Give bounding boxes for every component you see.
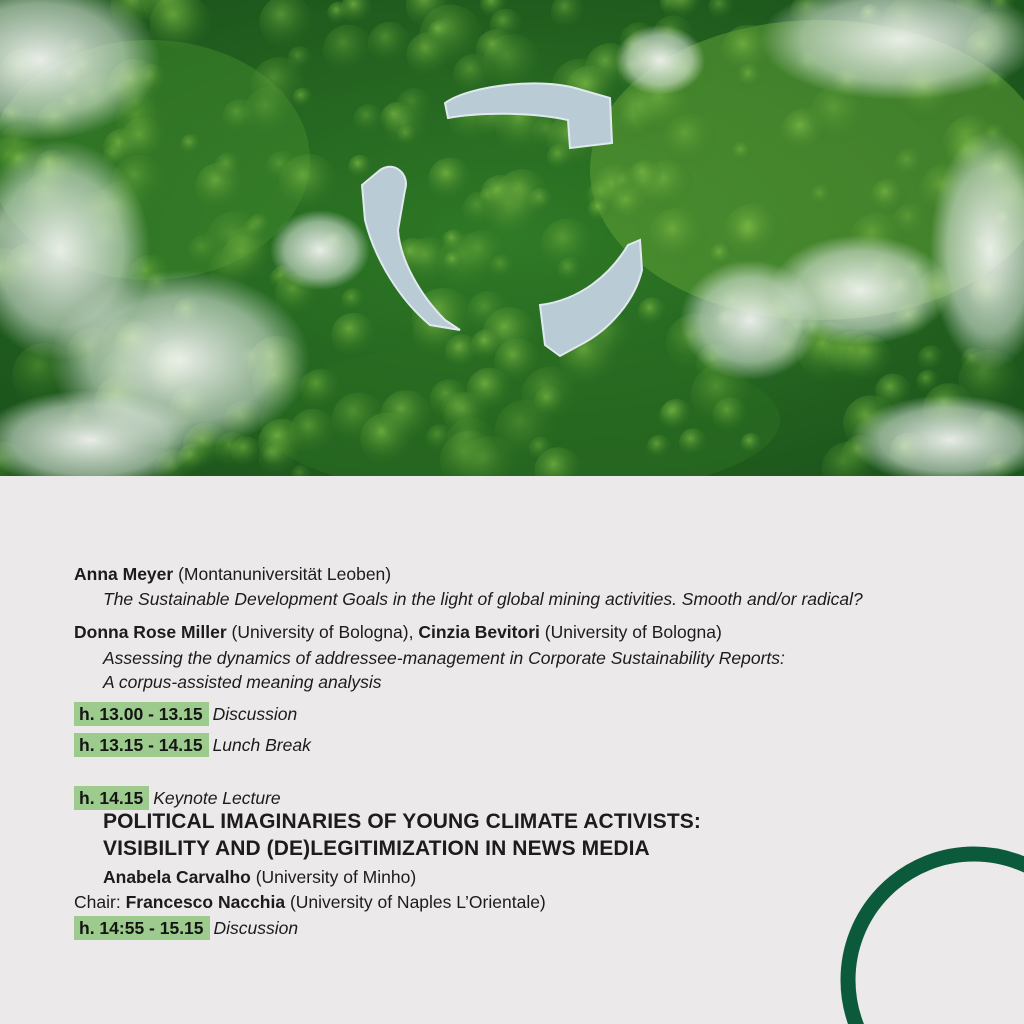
schedule-slot-discussion [74, 702, 297, 726]
time-badge: h. 14:55 - 15.15 [74, 916, 210, 940]
speaker-name: Anabela Carvalho [103, 867, 251, 887]
keynote-speaker-line [103, 866, 416, 888]
time-badge: h. 14.15 [74, 786, 149, 810]
talk2-speaker-line [74, 621, 722, 643]
speaker-affiliation: (University of Bologna) [544, 622, 722, 642]
keynote-title-line1: POLITICAL IMAGINARIES OF YOUNG CLIMATE ACTIVISTS: [103, 810, 701, 833]
keynote-slot [74, 786, 281, 810]
schedule-slot-lunch [74, 733, 311, 757]
chair-line [74, 891, 546, 913]
speaker-affiliation: (University of Minho) [255, 867, 417, 887]
speaker-name: Donna Rose Miller [74, 622, 227, 642]
speaker-affiliation: (University of Bologna), [231, 622, 414, 642]
chair-affiliation: (University of Naples L’Orientale) [289, 892, 546, 912]
talk2-title-line2: A corpus-assisted meaning analysis [103, 672, 382, 692]
speaker-name: Anna Meyer [74, 564, 174, 584]
time-badge: h. 13.00 - 13.15 [74, 702, 209, 726]
slot-label: Discussion [212, 704, 298, 724]
slot-label: Lunch Break [212, 735, 311, 755]
talk2-title-line1: Assessing the dynamics of addressee-management in Corporate Sustainability Reports: [103, 648, 785, 668]
slot-label: Discussion [213, 918, 299, 938]
talk1-title: The Sustainable Development Goals in the light of global mining activities. Smooth and/or radical? [103, 589, 863, 609]
chair-name: Francesco Nacchia [125, 892, 286, 912]
decorative-ring-icon [834, 840, 1024, 1024]
chair-label: Chair: [74, 892, 121, 912]
schedule-slot-discussion-2 [74, 916, 298, 940]
slot-label: Keynote Lecture [153, 788, 281, 808]
keynote-title-line2: VISIBILITY AND (DE)LEGITIMIZATION IN NEWS MEDIA [103, 837, 650, 860]
talk1-speaker-line [74, 563, 391, 585]
time-badge: h. 13.15 - 14.15 [74, 733, 209, 757]
speaker-name: Cinzia Bevitori [418, 622, 540, 642]
speaker-affiliation: (Montanuniversität Leoben) [178, 564, 392, 584]
